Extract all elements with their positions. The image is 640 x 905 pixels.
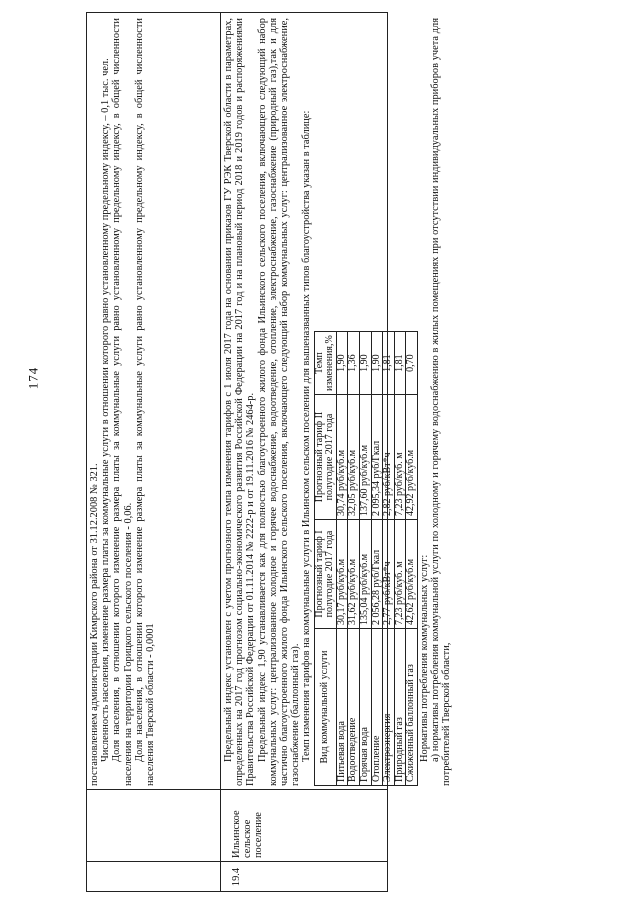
cell: Электроэнергия	[383, 629, 395, 786]
table-row	[86, 12, 221, 892]
paragraph: Доля населения, в отношении которого изменение размера платы за коммунальные услуги равно установленному предельному индексу, в общей численности населения Тверской области - 0,0001	[133, 18, 157, 786]
paragraph: Предельный индекс 1,90 устанавливается как для полностью благоустроенного жилого фонда Ильинского сельского поселения, включающего следующий набор коммунальных услуг: централизованное холодное и горячее водоснабжение, водоотведение, отопление, электроснабжение, газоснабжение (природный газ),так и для частично благоустроенного жилого фонда Ильинского сельского поселения, включающего следующий набор коммунальных услуг: централизованное электроснабжение, газоснабжение (баллонный газ).	[256, 18, 302, 786]
table-row	[383, 332, 395, 786]
cell: 137,60 руб/куб.м	[360, 395, 372, 520]
row-text	[223, 18, 453, 786]
paragraph: Темп изменения тарифов на коммунальные услуги в Ильинском сельском поселении для вышеназванных типов благоустройства указан в таблице:	[301, 110, 313, 762]
cell: 42,92 руб/куб.м	[406, 395, 418, 520]
table-row	[394, 332, 406, 786]
paragraph: Предельный индекс установлен с учетом прогнозного темпа изменения тарифов с 1 июля 2017 года на основании приказов ГУ РЭК Тверской области в параметрах, определенных на 2017 год прогнозом социально-экономического развития Российской Федерации на 2017 год и на плановый период 2018 и 2019 годов и распоряжениями Правительства Российской Федерации от 01.11.2014 № 2222-р и от 19.11.2016 № 2464-р.	[223, 18, 257, 786]
settlement-name: Ильинское сельское поселение	[231, 810, 265, 858]
cell: 7,23 руб/куб. м	[394, 520, 406, 629]
cell: Природный газ	[394, 629, 406, 786]
cell: Водоотведение	[348, 629, 360, 786]
table-row	[406, 332, 418, 786]
cell: 7,23 руб/куб. м	[394, 395, 406, 520]
cell: Питьевая вода	[336, 629, 348, 786]
column-header: Прогнозный тариф II полугодие 2017 года	[314, 395, 336, 520]
cell: 31,62 руб/куб.м	[348, 520, 360, 629]
cell: Отопление	[371, 629, 383, 786]
page-number: 174	[25, 366, 41, 390]
cell: 1,81	[394, 332, 406, 395]
paragraph: Доля населения, в отношении которого изменение размера платы за коммунальные услуги равно установленному предельному индексу, в общей численности населения на территории Горицкого сельского поселения - 0,06.	[111, 18, 134, 786]
cell: Горячая вода	[360, 629, 372, 786]
paragraph: Численность населения, изменение размера платы за коммунальные услуги в отношении которого равно установленному предельному индексу, – 0,1 тыс. чел.	[100, 58, 112, 762]
cell: 2 056,28 руб/Гкал	[371, 520, 383, 629]
cell: 1,81	[383, 332, 395, 395]
table-row	[371, 332, 383, 786]
document-body	[86, 12, 453, 892]
paragraph: Нормативы потребления коммунальных услуг:	[418, 554, 430, 762]
tariff-table	[314, 331, 418, 786]
row-text	[89, 18, 156, 786]
column-header: Прогнозный тариф I полугодие 2017 года	[314, 520, 336, 629]
cell: 1,90	[371, 332, 383, 395]
cell: 42,62 руб/куб.м	[406, 520, 418, 629]
paragraph: постановлением администрации Кимрского района от 31.12.2008 № 321.	[89, 463, 100, 786]
cell: Сжиженный баллонный газ	[406, 629, 418, 786]
cell: 30,17 руб/куб.м	[336, 520, 348, 629]
cell: 1,90	[360, 332, 372, 395]
cell: 1,36	[348, 332, 360, 395]
cell: 1,90	[336, 332, 348, 395]
table-row	[348, 332, 360, 786]
column-header: Темп изменения,%	[314, 332, 336, 395]
cell: 32,05 руб/куб.м	[348, 395, 360, 520]
cell: 30,74 руб/куб.м	[336, 395, 348, 520]
table-row	[336, 332, 348, 786]
paragraph: а) нормативы потребления коммунальной услуги по холодному и горячему водоснабжению в жилых помещениях при отсутствии индивидуальных приборов учета для потребителей Тверской области,	[430, 18, 453, 786]
cell: 135,04 руб/куб.м	[360, 520, 372, 629]
table-row	[360, 332, 372, 786]
column-header: Вид коммунальной услуги	[314, 629, 336, 786]
cell: 2,82 руб/кВт*ч	[383, 395, 395, 520]
cell: 2 095,34 руб/Гкал	[371, 395, 383, 520]
table-row	[220, 12, 453, 892]
cell: 0,70	[406, 332, 418, 395]
row-number: 19.4	[231, 867, 242, 887]
cell: 2,77 руб/кВт*ч	[383, 520, 395, 629]
